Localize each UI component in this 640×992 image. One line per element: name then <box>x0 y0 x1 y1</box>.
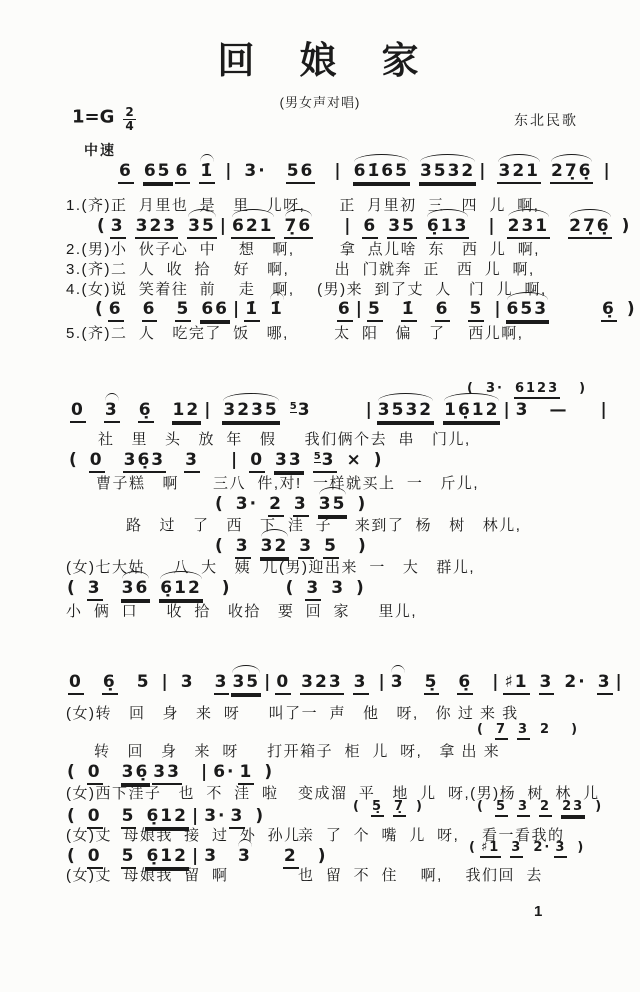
notation-token: 6· <box>213 762 236 782</box>
lyric-line-8: 路 过 了 西 下 洼 子 来到了 杨 树 林儿, <box>126 517 522 534</box>
notation-token: 6̣ <box>601 299 617 322</box>
notation-token: 3· <box>485 381 504 396</box>
notation-token: | <box>365 400 374 420</box>
notation-token: 3 <box>204 846 219 866</box>
notation-token: ( <box>477 799 485 814</box>
notation-token: 6̣ <box>457 672 473 695</box>
notation-line-2 <box>94 216 632 239</box>
notation-token: 36̣ <box>121 762 151 785</box>
notation-token: | <box>219 216 229 236</box>
notation-token: 65 <box>143 161 173 184</box>
lyric-line-9: (女)七大姑 八 大 姨 儿(男)迎出来 一 大 群儿, <box>66 559 475 576</box>
notation-token: 6̣ <box>138 400 154 423</box>
notation-token: 0 <box>87 806 103 829</box>
notation-token: ) <box>264 762 275 782</box>
notation-token: 5̣ <box>371 799 384 817</box>
notation-token: 3532 <box>377 400 434 423</box>
key-label: 1=G <box>72 106 115 128</box>
notation-token: ) <box>255 806 266 826</box>
lyric-line-13: (女)西下洼子 也 不 洼 啦 <box>66 785 279 802</box>
notation-token: | <box>225 161 234 181</box>
lyric-line-6: 社 里 头 放 年 假 我们俩个去 串 门儿, <box>98 431 471 448</box>
notation-token: 61̇65 <box>353 161 410 184</box>
notation-token: 323 <box>135 216 179 239</box>
notation-token: 33 <box>152 762 182 785</box>
notation-token: ) <box>621 216 632 236</box>
notation-token: 5 <box>468 299 484 322</box>
notation-token: ( <box>469 840 477 855</box>
lyric-line-12: 转 回 身 来 呀 打开箱子 柜 儿 呀, 拿 出 来 <box>94 743 501 760</box>
notation-token: 3 <box>184 450 200 473</box>
notation-token: 5̣ <box>424 672 440 695</box>
notation-line-12-right <box>474 799 604 817</box>
notation-token: 3 <box>104 400 120 423</box>
notation-token: ( <box>95 299 105 319</box>
notation-token: 6 <box>435 299 451 322</box>
notation-token: 27̣6̣ <box>550 161 594 184</box>
notation-line-4 <box>68 400 610 423</box>
lyric-line-13-right: 变成溜 平 地 儿 呀,(男)杨 树 林 儿 <box>298 785 600 802</box>
time-numerator: 2 <box>125 105 134 119</box>
notation-token: | <box>494 299 503 319</box>
notation-token: 0 <box>249 450 265 473</box>
notation-token: 0 <box>68 672 84 695</box>
notation-token: 231 <box>507 216 551 239</box>
notation-token: 3 <box>235 536 251 559</box>
lyric-line-11: (女)转 回 身 来 呀 叫了一 声 他 呀, 你 过 来 我 <box>66 705 519 722</box>
lyric-line-14: (女)丈 母娘我 接 过 外 孙儿 <box>66 827 301 844</box>
notation-token: 3 <box>87 578 103 601</box>
notation-token: 3 <box>515 400 530 420</box>
notation-token: 2· <box>564 672 587 692</box>
notation-token: ( <box>285 578 296 598</box>
notation-token: ) <box>357 494 368 514</box>
time-denominator: 4 <box>125 118 134 133</box>
notation-token: 0 <box>87 846 103 869</box>
notation-token: 3 <box>293 494 309 517</box>
notation-token: ) <box>221 578 232 598</box>
notation-token: 3· <box>235 494 259 514</box>
song-title: 回 娘 家 <box>217 39 423 82</box>
notation-token: $^5$3 <box>289 400 312 420</box>
notation-token: 1̇ <box>199 161 215 184</box>
notation-token: ( <box>67 806 77 826</box>
notation-token: 3· <box>204 806 227 826</box>
notation-token: ( <box>215 494 225 514</box>
lyric-line-verse1: 1.(齐)正 月里也 是 里 儿呀, 正 月里初 三 四 儿 啊, <box>66 197 540 214</box>
notation-token: ) <box>626 299 637 319</box>
notation-token: 3 <box>390 672 405 692</box>
notation-token: 0 <box>87 762 103 785</box>
notation-token: 66 <box>200 299 230 322</box>
notation-token: 5 <box>367 299 383 322</box>
notation-token: 6̣13 <box>426 216 470 239</box>
tempo-marking: 中速 <box>84 142 116 158</box>
notation-token: 3 <box>298 536 314 559</box>
notation-token: 5 <box>121 806 137 829</box>
notation-line-3 <box>92 299 638 322</box>
notation-line-5 <box>66 450 385 473</box>
notation-token: 0 <box>89 450 105 473</box>
notation-token: ( <box>477 722 485 737</box>
notation-token: — <box>549 400 569 420</box>
notation-token: | <box>492 672 501 692</box>
notation-token: 56 <box>286 161 316 184</box>
page-number: 1 <box>534 903 543 920</box>
notation-token: | <box>355 299 364 319</box>
notation-token: | <box>488 216 497 236</box>
notation-token: 6̣12 <box>145 846 189 869</box>
notation-line-9 <box>66 672 625 695</box>
notation-token: 7 <box>495 722 508 740</box>
notation-token: | <box>264 672 273 692</box>
notation-token: 35 <box>318 494 348 517</box>
notation-token: | <box>191 806 201 826</box>
notation-token: 6̣ <box>102 672 118 695</box>
notation-token: 2· <box>533 840 552 855</box>
notation-token: 2 <box>539 799 552 817</box>
grace-note: 5 <box>289 401 297 412</box>
notation-token: | <box>600 400 609 420</box>
notation-token: ) <box>373 450 384 470</box>
notation-token: 3 <box>597 672 613 695</box>
notation-token: 36̣3 <box>123 450 167 473</box>
notation-token: ) <box>577 840 586 855</box>
notation-token: 1̇ <box>401 299 417 322</box>
notation-token: 6123 <box>514 381 560 399</box>
notation-line-14 <box>466 840 586 858</box>
notation-token: ( <box>67 578 77 598</box>
notation-token: | <box>232 299 242 319</box>
notation-token: ( <box>69 450 79 470</box>
notation-token: 5 <box>495 799 508 817</box>
notation-token: 5 <box>136 672 151 692</box>
lyric-line-7: 曹子糕 啊 三八 件,对! 一样就买上 一 斤儿, <box>96 475 480 492</box>
lyric-line-14-right: 亲 了 个 嘴 儿 呀, 看一看我的 <box>298 827 565 844</box>
notation-token: 3 <box>180 672 195 692</box>
notation-token: 27̣6̣ <box>568 216 612 239</box>
notation-token: 2 <box>268 494 284 517</box>
grace-note: 5 <box>313 451 321 462</box>
notation-token: 3 <box>517 722 530 740</box>
notation-token: 653 <box>506 299 550 322</box>
notation-line-8 <box>64 578 367 601</box>
notation-token: 6̣12 <box>145 806 189 829</box>
notation-token: ♯1 <box>480 840 501 858</box>
notation-token: 3 <box>110 216 126 239</box>
notation-token: 3532 <box>419 161 476 184</box>
lyric-line-15: (女)丈 母娘我 留 啊 <box>66 867 229 884</box>
notation-line-10 <box>474 722 580 740</box>
notation-token: 23 <box>561 799 585 817</box>
notation-token: ) <box>317 846 328 866</box>
notation-token: 5 <box>121 846 137 869</box>
notation-token: | <box>603 161 612 181</box>
notation-token: 0 <box>275 672 291 695</box>
notation-token: | <box>200 762 210 782</box>
notation-token: | <box>503 400 512 420</box>
notation-line-12 <box>350 799 425 817</box>
notation-token: 2 <box>540 722 552 737</box>
notation-token: ) <box>579 381 588 396</box>
notation-token: 3 <box>305 578 321 601</box>
time-signature <box>123 106 135 132</box>
notation-token: ♯1 <box>503 672 529 695</box>
notation-token: 3 <box>229 806 245 829</box>
lyric-line-verse3: 3.(齐)二 人 收 拾 好 啊, 出 门就奔 正 西 儿 啊, <box>66 261 535 278</box>
notation-token: 36 <box>121 578 151 601</box>
notation-token: 0 <box>70 400 86 423</box>
notation-token: $^5$3 <box>313 450 337 473</box>
notation-token: 6 <box>175 161 191 184</box>
notation-token: ) <box>356 578 366 598</box>
lyric-line-15-right: 也 留 不 住 啊, 我们回 去 <box>298 867 543 884</box>
notation-token: 7̣ <box>393 799 406 817</box>
notation-token: ( <box>67 762 77 782</box>
notation-token: 1̇ <box>270 299 284 319</box>
notation-token: 7̣6 <box>284 216 314 239</box>
notation-token: 5 <box>175 299 191 322</box>
notation-token: 3 <box>539 672 555 695</box>
notation-token: ( <box>97 216 107 236</box>
notation-token: ) <box>357 536 368 556</box>
notation-token: 3 <box>510 840 523 858</box>
notation-token: ) <box>595 799 604 814</box>
notation-line-1 <box>116 161 613 184</box>
notation-token: ( <box>67 846 77 866</box>
notation-token: ( <box>353 799 361 814</box>
notation-token: | <box>615 672 624 692</box>
lyric-line-verse5: 5.(齐)二 人 吃完了 饭 哪, 太 阳 偏 了 西儿啊, <box>66 325 524 342</box>
lyric-line-10: 小 俩 口 收 拾 收拾 要 回 家 里儿, <box>66 603 418 620</box>
notation-token: | <box>204 400 213 420</box>
notation-token: 6 <box>337 299 353 322</box>
notation-token: 6 <box>118 161 134 184</box>
notation-token: 3 <box>331 578 346 598</box>
song-source: 东北民歌 <box>514 112 578 128</box>
notation-token: 5 <box>323 536 339 559</box>
notation-token: 621 <box>231 216 275 239</box>
notation-token: 6 <box>362 216 378 239</box>
notation-token: | <box>378 672 387 692</box>
notation-token: 35 <box>187 216 217 239</box>
notation-token: 6̣12 <box>159 578 203 601</box>
notation-token: | <box>479 161 488 181</box>
notation-token: 3· <box>244 161 267 181</box>
notation-token: | <box>161 672 170 692</box>
notation-token: 35 <box>231 672 261 695</box>
notation-token: | <box>344 216 353 236</box>
notation-token: 1̇ <box>244 299 260 322</box>
song-subtitle: (男女声对唱) <box>279 95 361 110</box>
notation-token: | <box>334 161 343 181</box>
notation-token: 3 <box>214 672 230 695</box>
notation-token: 12 <box>172 400 202 423</box>
notation-token: 3 <box>353 672 369 695</box>
notation-token: 35 <box>387 216 417 239</box>
key-signature <box>72 106 136 132</box>
notation-token: 16̣12 <box>443 400 500 423</box>
notation-token: | <box>191 846 201 866</box>
notation-token: 33 <box>274 450 304 473</box>
notation-token: 6 <box>108 299 124 322</box>
notation-token: 3235 <box>222 400 279 423</box>
notation-token: 6 <box>142 299 158 322</box>
notation-token: ) <box>571 722 580 737</box>
lyric-line-verse4: 4.(女)说 笑着往 前 走 啊, (男)来 到了丈 人 门 儿 啊, <box>66 281 547 298</box>
notation-token: ( <box>215 536 225 556</box>
notation-token: | <box>230 450 240 470</box>
notation-token: 323 <box>300 672 344 695</box>
notation-token: 3 <box>517 799 530 817</box>
notation-token: 3 <box>554 840 567 858</box>
notation-token: ( <box>467 381 475 396</box>
notation-token: 2 <box>283 846 299 869</box>
lyric-line-verse2: 2.(男)小 伙子心 中 想 啊, 拿 点儿啥 东 西 儿 啊, <box>66 241 540 258</box>
notation-token: 32 <box>260 536 290 559</box>
notation-token: 321 <box>497 161 541 184</box>
notation-token: ) <box>416 799 424 814</box>
notation-token: 3 <box>238 846 252 866</box>
notation-token: × <box>346 450 363 470</box>
notation-token: 1 <box>238 762 254 785</box>
